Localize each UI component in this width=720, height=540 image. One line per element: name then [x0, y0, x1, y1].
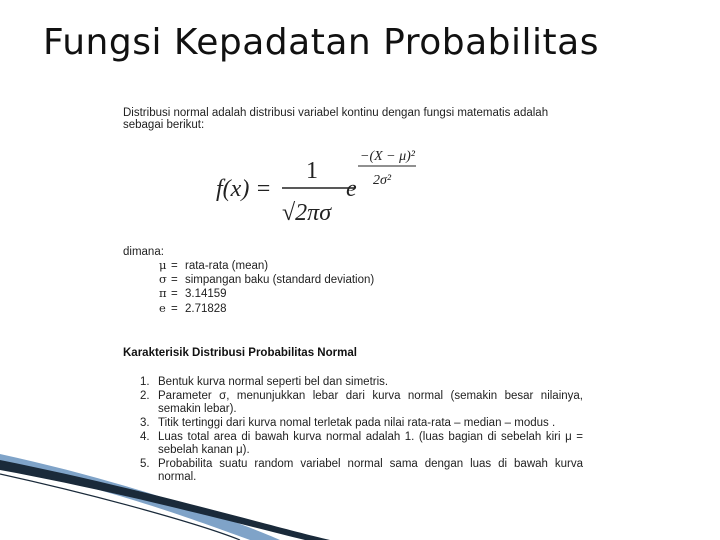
slide-title: Fungsi Kepadatan Probabilitas [43, 22, 599, 63]
symbol: μ [159, 258, 167, 272]
symbol-definition-list [159, 259, 374, 316]
formula-lhs: f(x) = [216, 176, 272, 202]
equals-sign: = [171, 288, 178, 301]
symbol: e [159, 300, 166, 315]
formula-numerator: 1 [306, 158, 318, 184]
item-number: 3. [140, 416, 150, 429]
item-text: Luas total area di bawah kurva normal adalah 1. (luas bagian di sebelah kiri μ = sebelah kanan μ). [158, 431, 583, 456]
item-number: 1. [140, 376, 150, 388]
formula-denominator: √2πσ [282, 200, 332, 226]
item-text: Bentuk kurva normal seperti bel dan simetris. [158, 376, 389, 388]
formula-exponent-numerator: −(X − μ)² [360, 149, 415, 164]
normal-pdf-formula [210, 140, 540, 235]
symbol-description: 3.14159 [185, 288, 227, 301]
symbol-description: 2.71828 [185, 302, 227, 315]
equals-sign: = [171, 274, 178, 287]
symbol-row-std [159, 273, 374, 287]
intro-paragraph: Distribusi normal adalah distribusi variabel kontinu dengan fungsi matematis adalah sebagai berikut: [123, 107, 549, 131]
item-text: Titik tertinggi dari kurva nomal terletak pada nilai rata-rata – median – modus . [158, 416, 556, 429]
list-item [140, 390, 583, 415]
item-number: 5. [140, 457, 150, 470]
equals-sign: = [171, 302, 178, 315]
list-item [140, 376, 583, 389]
where-label: dimana: [123, 246, 164, 258]
symbol: π [159, 286, 167, 301]
item-text: Probabilita suatu random variabel normal sama dengan luas di bawah kurva normal. [158, 457, 583, 483]
equals-sign: = [171, 260, 178, 272]
item-number: 4. [140, 431, 150, 444]
symbol-row-mean [159, 259, 374, 273]
symbol-description: simpangan baku (standard deviation) [185, 274, 375, 287]
swoosh-thin-line [0, 474, 240, 540]
swoosh-dark-band [0, 457, 330, 540]
decorative-swoosh [0, 440, 720, 540]
list-item [140, 417, 583, 430]
formula-exponent-denominator: 2σ² [373, 173, 392, 188]
item-number: 2. [140, 390, 150, 403]
item-text: Parameter σ, menunjukkan lebar dari kurva normal (semakin besar nilainya, semakin lebar). [158, 390, 583, 415]
symbol: σ [159, 272, 167, 287]
characteristics-heading: Karakterisik Distribusi Probabilitas Normal [123, 347, 357, 359]
symbol-row-e [159, 302, 374, 316]
symbol-description: rata-rata (mean) [185, 260, 269, 272]
formula-base-e: e [346, 176, 357, 202]
symbol-row-pi [159, 287, 374, 301]
